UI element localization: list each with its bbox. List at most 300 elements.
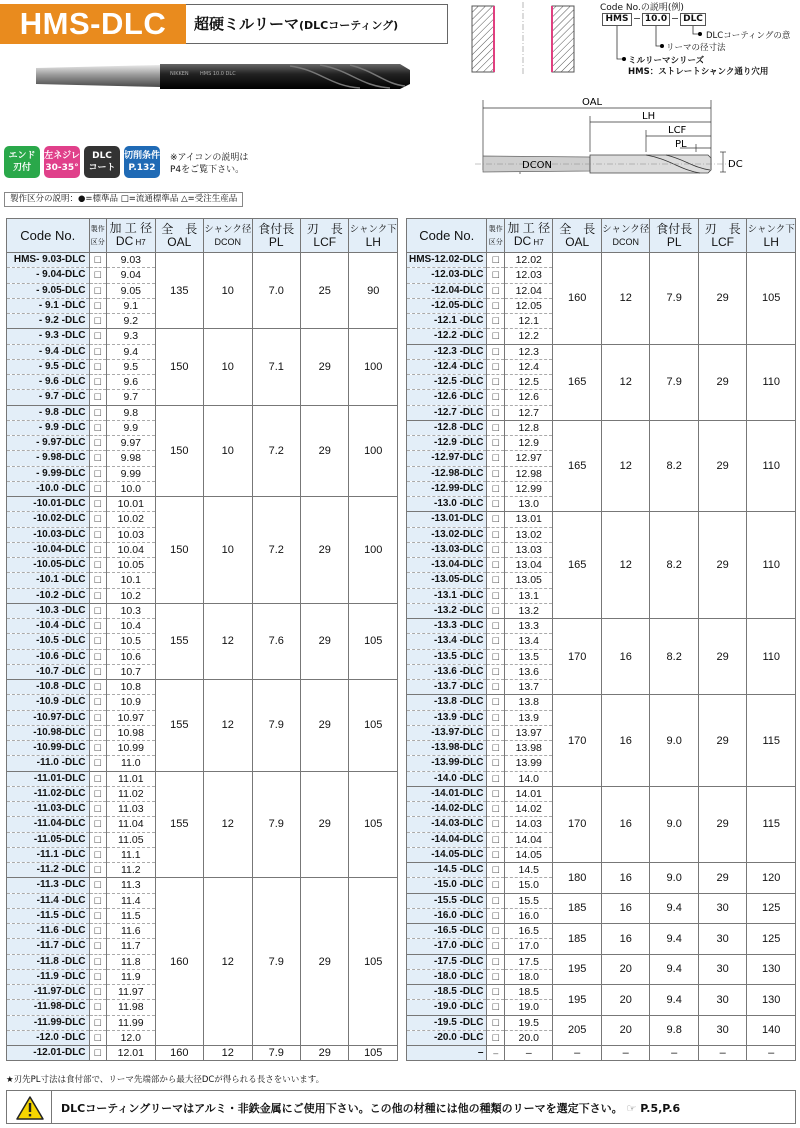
code-number: -10.02-DLC <box>7 512 90 527</box>
code-number: -12.3 -DLC <box>407 344 487 359</box>
pl-value: 7.6 <box>252 603 300 679</box>
lcf-value: 29 <box>698 619 746 695</box>
table-row <box>7 603 398 618</box>
mfg-category-icon: ☐ <box>89 375 107 390</box>
lcf-value: 30 <box>698 985 746 1016</box>
code-number: - 9.1 -DLC <box>7 298 90 313</box>
code-number: -13.1 -DLC <box>407 588 487 603</box>
code-exp-coating: DLCコーティングの意 <box>706 31 791 41</box>
mfg-category-icon: ☐ <box>89 1046 107 1061</box>
code-number: -15.0 -DLC <box>407 878 487 893</box>
lcf-value: 29 <box>698 253 746 345</box>
lh-value: 105 <box>349 680 398 772</box>
mfg-category-icon: ☐ <box>89 863 107 878</box>
dc-value: 10.7 <box>107 664 155 679</box>
feature-icon: DLC コート <box>84 146 120 178</box>
dc-value: 11.97 <box>107 985 155 1000</box>
pl-value: 9.0 <box>650 786 698 862</box>
mfg-category-icon: ☐ <box>487 527 505 542</box>
table-row <box>7 405 398 420</box>
code-number: - 9.7 -DLC <box>7 390 90 405</box>
code-number: -12.98-DLC <box>407 466 487 481</box>
code-number: - 9.6 -DLC <box>7 375 90 390</box>
col-header-dc: 加 工 径 DC H7 <box>505 219 553 253</box>
label-dcon: DCON <box>522 160 553 171</box>
code-number: -12.4 -DLC <box>407 359 487 374</box>
lh-value: 100 <box>349 497 398 604</box>
col-header-oal: 全 長 OAL <box>155 219 203 253</box>
code-number: -11.03-DLC <box>7 802 90 817</box>
col-header-lcf: 刃 長 LCF <box>301 219 349 253</box>
mfg-category-icon: ☐ <box>487 649 505 664</box>
dcon-value: 12 <box>601 344 649 420</box>
dc-value: 13.1 <box>505 588 553 603</box>
dc-value: 10.0 <box>107 481 155 496</box>
mfg-category-icon: ☐ <box>487 695 505 710</box>
mfg-category-icon: ☐ <box>89 527 107 542</box>
page-title <box>186 4 448 44</box>
dc-value: 10.1 <box>107 573 155 588</box>
table-row <box>7 497 398 512</box>
mfg-category-icon: ☐ <box>89 1015 107 1030</box>
oal-value: 155 <box>155 771 203 878</box>
dc-value: 12.97 <box>505 451 553 466</box>
feature-icon: 左ネジレ 30-35° <box>44 146 80 178</box>
code-number: -11.0 -DLC <box>7 756 90 771</box>
dc-value: 9.3 <box>107 329 155 344</box>
lcf-value: 29 <box>698 420 746 512</box>
mfg-category-icon: ☐ <box>89 695 107 710</box>
mfg-category-icon: ☐ <box>89 390 107 405</box>
lcf-value: 29 <box>698 695 746 787</box>
dc-value: 12.05 <box>505 298 553 313</box>
lh-value: 90 <box>349 253 398 329</box>
code-exp-title: Code No.の説明(例) <box>600 3 684 13</box>
code-number: -11.1 -DLC <box>7 847 90 862</box>
mfg-category-icon: ☐ <box>89 893 107 908</box>
lcf-value: 29 <box>698 786 746 862</box>
dc-value: 11.99 <box>107 1015 155 1030</box>
oal-value: 170 <box>553 695 601 787</box>
col-header-dcon: シャンク径 DCON <box>601 219 649 253</box>
lh-value: 105 <box>747 253 796 345</box>
table-row <box>7 680 398 695</box>
dc-value: 12.5 <box>505 375 553 390</box>
mfg-category-icon: ☐ <box>487 985 505 1000</box>
pl-value: – <box>650 1046 698 1061</box>
dcon-value: 20 <box>601 954 649 985</box>
code-number: - 9.8 -DLC <box>7 405 90 420</box>
title-main: 超硬ミルリーマ <box>194 15 300 33</box>
pl-value: 9.4 <box>650 954 698 985</box>
col-header-pl: 食付長 PL <box>650 219 698 253</box>
code-number: -10.8 -DLC <box>7 680 90 695</box>
table-row <box>407 786 796 801</box>
tool-marking: HMS 10.0 DLC <box>200 71 236 77</box>
dc-value: 10.02 <box>107 512 155 527</box>
dc-value: 16.0 <box>505 908 553 923</box>
dc-value: 11.03 <box>107 802 155 817</box>
mfg-category-icon: ☐ <box>89 603 107 618</box>
lcf-value: 29 <box>698 512 746 619</box>
dcon-value: – <box>601 1046 649 1061</box>
mfg-category-icon: ☐ <box>487 664 505 679</box>
dc-value: 11.04 <box>107 817 155 832</box>
mfg-category-icon: ☐ <box>89 619 107 634</box>
dc-value: 14.0 <box>505 771 553 786</box>
dc-value: 9.9 <box>107 420 155 435</box>
mfg-category-icon: ☐ <box>487 405 505 420</box>
code-number: -12.05-DLC <box>407 298 487 313</box>
dc-value: 11.01 <box>107 771 155 786</box>
table-row <box>407 344 796 359</box>
table-row <box>7 1046 398 1061</box>
code-part-coating: DLC <box>680 13 706 26</box>
mfg-category-icon: ☐ <box>89 985 107 1000</box>
code-number: - 9.98-DLC <box>7 451 90 466</box>
dc-value: 9.5 <box>107 359 155 374</box>
mfg-category-icon: ☐ <box>89 558 107 573</box>
code-number: -13.5 -DLC <box>407 649 487 664</box>
oal-value: 185 <box>553 924 601 955</box>
dc-value: 9.6 <box>107 375 155 390</box>
mfg-category-icon: ☐ <box>487 268 505 283</box>
lh-value: 105 <box>349 771 398 878</box>
oal-value: – <box>553 1046 601 1061</box>
mfg-category-icon: ☐ <box>487 741 505 756</box>
code-number: -13.3 -DLC <box>407 619 487 634</box>
code-number: -10.05-DLC <box>7 558 90 573</box>
pl-value: 8.2 <box>650 512 698 619</box>
dc-value: 12.6 <box>505 390 553 405</box>
dc-value: 11.6 <box>107 924 155 939</box>
code-exp-diameter: リーマの径寸法 <box>666 43 726 53</box>
lcf-value: 30 <box>698 954 746 985</box>
mfg-category-icon: ☐ <box>487 481 505 496</box>
mfg-category-icon: ☐ <box>89 878 107 893</box>
dc-value: 12.7 <box>505 405 553 420</box>
code-number: -11.97-DLC <box>7 985 90 1000</box>
col-header-code-label: Code No. <box>419 228 475 243</box>
code-number: - 9.3 -DLC <box>7 329 90 344</box>
oal-value: 135 <box>155 253 203 329</box>
lh-value: 110 <box>747 420 796 512</box>
mfg-category-icon: ☐ <box>487 802 505 817</box>
code-number: -11.98-DLC <box>7 1000 90 1015</box>
icon-note: ※アイコンの説明は P4をご覧下さい。 <box>170 153 249 175</box>
mfg-category-icon: ☐ <box>89 725 107 740</box>
mfg-category-icon: ☐ <box>487 344 505 359</box>
mfg-category-icon: ☐ <box>487 253 505 268</box>
code-number: -11.02-DLC <box>7 786 90 801</box>
dc-value: 13.97 <box>505 725 553 740</box>
code-number: -13.2 -DLC <box>407 603 487 618</box>
dcon-value: 10 <box>204 329 252 405</box>
col-header-dc: 加 工 径 DC H7 <box>107 219 155 253</box>
table-row <box>407 512 796 527</box>
code-number: -11.9 -DLC <box>7 969 90 984</box>
dcon-value: 16 <box>601 893 649 924</box>
dcon-value: 12 <box>204 603 252 679</box>
oal-value: 150 <box>155 405 203 497</box>
lcf-value: 30 <box>698 924 746 955</box>
dc-value: 13.0 <box>505 497 553 512</box>
dc-value: 10.9 <box>107 695 155 710</box>
lcf-value: 29 <box>301 497 349 604</box>
col-header-code <box>407 219 487 253</box>
code-number: -14.04-DLC <box>407 832 487 847</box>
oal-value: 150 <box>155 497 203 604</box>
mfg-category-icon: ☐ <box>487 832 505 847</box>
code-number: -13.99-DLC <box>407 756 487 771</box>
code-number: -10.3 -DLC <box>7 603 90 618</box>
pl-value: 7.2 <box>252 497 300 604</box>
pl-value: 7.0 <box>252 253 300 329</box>
dc-value: 9.8 <box>107 405 155 420</box>
mfg-category-icon: ☐ <box>487 497 505 512</box>
code-number: -10.01-DLC <box>7 497 90 512</box>
spec-table-left <box>6 218 398 1061</box>
pl-value: 7.9 <box>252 771 300 878</box>
dcon-value: 16 <box>601 786 649 862</box>
dc-value: 10.97 <box>107 710 155 725</box>
pl-value: 9.0 <box>650 695 698 787</box>
dcon-value: 16 <box>601 924 649 955</box>
code-number: - 9.2 -DLC <box>7 314 90 329</box>
dc-value: 12.2 <box>505 329 553 344</box>
feature-icon: エンド 刃付 <box>4 146 40 178</box>
col-header-lcf: 刃 長 LCF <box>698 219 746 253</box>
dc-value: 11.98 <box>107 1000 155 1015</box>
code-number: -11.5 -DLC <box>7 908 90 923</box>
mfg-category-icon: ☐ <box>487 939 505 954</box>
code-number: -13.01-DLC <box>407 512 487 527</box>
dc-value: 13.01 <box>505 512 553 527</box>
dc-value: 11.5 <box>107 908 155 923</box>
col-header-pl: 食付長 PL <box>252 219 300 253</box>
lcf-value: 29 <box>698 344 746 420</box>
mfg-category-icon: ☐ <box>487 1015 505 1030</box>
mfg-category-icon: ☐ <box>487 954 505 969</box>
pl-value: 7.9 <box>650 344 698 420</box>
mfg-category-icon: ☐ <box>89 954 107 969</box>
oal-value: 195 <box>553 985 601 1016</box>
code-number: -12.97-DLC <box>407 451 487 466</box>
series-badge: HMS-DLC <box>0 4 186 44</box>
dc-value: 14.5 <box>505 863 553 878</box>
code-number: -14.03-DLC <box>407 817 487 832</box>
table-row <box>407 695 796 710</box>
dc-value: 14.02 <box>505 802 553 817</box>
code-number: -12.03-DLC <box>407 268 487 283</box>
pl-value: 9.4 <box>650 893 698 924</box>
lh-value: 110 <box>747 344 796 420</box>
code-number: -12.99-DLC <box>407 481 487 496</box>
dc-value: 11.02 <box>107 786 155 801</box>
code-number: -10.4 -DLC <box>7 619 90 634</box>
dc-value: 10.8 <box>107 680 155 695</box>
dc-value: 15.0 <box>505 878 553 893</box>
lh-value: 105 <box>349 603 398 679</box>
code-number: - 9.9 -DLC <box>7 420 90 435</box>
mfg-category-icon: ☐ <box>89 253 107 268</box>
mfg-category-icon: ☐ <box>487 756 505 771</box>
dc-value: 14.03 <box>505 817 553 832</box>
lcf-value: 29 <box>301 1046 349 1061</box>
mfg-category-icon: ☐ <box>89 802 107 817</box>
col-header-oal: 全 長 OAL <box>553 219 601 253</box>
mfg-category-icon: ☐ <box>487 863 505 878</box>
code-number: -10.04-DLC <box>7 542 90 557</box>
lcf-value: 29 <box>301 771 349 878</box>
lh-value: 105 <box>349 878 398 1046</box>
warning-text: DLCコーティングリーマはアルミ・非鉄金属にご使用下さい。この他の材種には他の種類のリーマを選定下さい。 <box>61 1102 623 1115</box>
dcon-value: 10 <box>204 497 252 604</box>
mfg-category-icon: ☐ <box>487 283 505 298</box>
dc-value: 13.8 <box>505 695 553 710</box>
dc-value: 9.1 <box>107 298 155 313</box>
col-header-lh: シャンク下 LH <box>349 219 398 253</box>
mfg-category-icon: ☐ <box>487 314 505 329</box>
col-header-mfg: 製作 区分 <box>89 219 107 253</box>
table-row <box>407 1046 796 1061</box>
code-number: -12.1 -DLC <box>407 314 487 329</box>
dc-value: 14.05 <box>505 847 553 862</box>
col-header-code-label: Code No. <box>20 228 76 243</box>
mfg-category-icon: ☐ <box>487 725 505 740</box>
title-sub: (DLCコーティング) <box>299 19 399 32</box>
table-row <box>7 253 398 268</box>
code-number: -15.5 -DLC <box>407 893 487 908</box>
warning-ref: P.5,P.6 <box>640 1102 681 1115</box>
table-row <box>407 420 796 435</box>
dcon-value: 12 <box>204 680 252 772</box>
mfg-category-icon: ☐ <box>89 481 107 496</box>
lh-value: 100 <box>349 329 398 405</box>
oal-value: 155 <box>155 603 203 679</box>
dcon-value: 12 <box>204 771 252 878</box>
code-number: - 9.99-DLC <box>7 466 90 481</box>
pl-value: 9.8 <box>650 1015 698 1046</box>
dcon-value: 10 <box>204 405 252 497</box>
mfg-category-icon: ☐ <box>89 680 107 695</box>
lcf-value: 29 <box>301 680 349 772</box>
code-number: -12.01-DLC <box>7 1046 90 1061</box>
oal-value: 185 <box>553 893 601 924</box>
dc-value: 10.03 <box>107 527 155 542</box>
feature-icon: 切削条件 P.132 <box>124 146 160 178</box>
oal-value: 165 <box>553 344 601 420</box>
dc-value: 12.01 <box>107 1046 155 1061</box>
through-hole-diagram <box>468 2 578 76</box>
mfg-category-icon: ☐ <box>487 558 505 573</box>
code-number: -17.0 -DLC <box>407 939 487 954</box>
dc-value: 9.97 <box>107 436 155 451</box>
reamer-image <box>30 56 430 96</box>
lh-value: – <box>747 1046 796 1061</box>
mfg-category-icon: ☐ <box>89 298 107 313</box>
code-number: -10.6 -DLC <box>7 649 90 664</box>
lcf-value: 29 <box>301 329 349 405</box>
dc-value: 18.5 <box>505 985 553 1000</box>
col-header-lh: シャンク下 LH <box>747 219 796 253</box>
mfg-category-icon: ☐ <box>89 466 107 481</box>
dc-value: 10.98 <box>107 725 155 740</box>
lcf-value: 29 <box>301 603 349 679</box>
dc-value: 13.98 <box>505 741 553 756</box>
dc-value: 11.4 <box>107 893 155 908</box>
lh-value: 140 <box>747 1015 796 1046</box>
code-number: -13.98-DLC <box>407 741 487 756</box>
pl-value: 7.9 <box>650 253 698 345</box>
dc-value: 15.5 <box>505 893 553 908</box>
mfg-category-icon: ☐ <box>89 847 107 862</box>
label-pl: PL <box>675 139 687 150</box>
mfg-category-icon: ☐ <box>487 1000 505 1015</box>
dc-value: 11.3 <box>107 878 155 893</box>
code-number: -17.5 -DLC <box>407 954 487 969</box>
lcf-value: 30 <box>698 893 746 924</box>
code-number: -12.04-DLC <box>407 283 487 298</box>
col-header-code <box>7 219 90 253</box>
code-number: -10.2 -DLC <box>7 588 90 603</box>
table-row <box>407 985 796 1000</box>
dc-value: 11.0 <box>107 756 155 771</box>
code-number: -18.5 -DLC <box>407 985 487 1000</box>
code-number: -13.9 -DLC <box>407 710 487 725</box>
mfg-category-icon: ☐ <box>89 771 107 786</box>
table-row <box>407 253 796 268</box>
table-row <box>407 619 796 634</box>
label-lcf: LCF <box>668 125 687 136</box>
page-reference-icon: ☞ <box>626 1102 641 1115</box>
mfg-category-icon: ☐ <box>89 634 107 649</box>
code-number: -16.5 -DLC <box>407 924 487 939</box>
mfg-category-icon: ☐ <box>89 664 107 679</box>
dc-value: 10.04 <box>107 542 155 557</box>
table-row <box>407 924 796 939</box>
code-number: -11.3 -DLC <box>7 878 90 893</box>
mfg-category-icon: ☐ <box>487 680 505 695</box>
mfg-category-icon: ☐ <box>89 939 107 954</box>
code-number: -12.2 -DLC <box>407 329 487 344</box>
code-number: -10.9 -DLC <box>7 695 90 710</box>
code-number: -10.1 -DLC <box>7 573 90 588</box>
oal-value: 155 <box>155 680 203 772</box>
code-number: -10.97-DLC <box>7 710 90 725</box>
mfg-category-icon: ☐ <box>89 405 107 420</box>
oal-value: 160 <box>155 878 203 1046</box>
code-number: - 9.97-DLC <box>7 436 90 451</box>
mfg-category-icon: ☐ <box>487 908 505 923</box>
mfg-category-icon: ☐ <box>487 969 505 984</box>
mfg-category-icon: ☐ <box>487 1030 505 1045</box>
dc-value: 12.99 <box>505 481 553 496</box>
mfg-category-icon: ☐ <box>487 710 505 725</box>
code-number: -10.99-DLC <box>7 741 90 756</box>
oal-value: 160 <box>553 253 601 345</box>
table-row <box>407 954 796 969</box>
mfg-category-icon: ☐ <box>487 512 505 527</box>
mfg-category-icon: ☐ <box>487 466 505 481</box>
mfg-category-icon: ☐ <box>487 817 505 832</box>
dc-value: 12.4 <box>505 359 553 374</box>
dc-value: 9.98 <box>107 451 155 466</box>
code-number: -13.97-DLC <box>407 725 487 740</box>
mfg-category-icon: ☐ <box>89 1000 107 1015</box>
code-number: -11.01-DLC <box>7 771 90 786</box>
dc-value: 14.04 <box>505 832 553 847</box>
